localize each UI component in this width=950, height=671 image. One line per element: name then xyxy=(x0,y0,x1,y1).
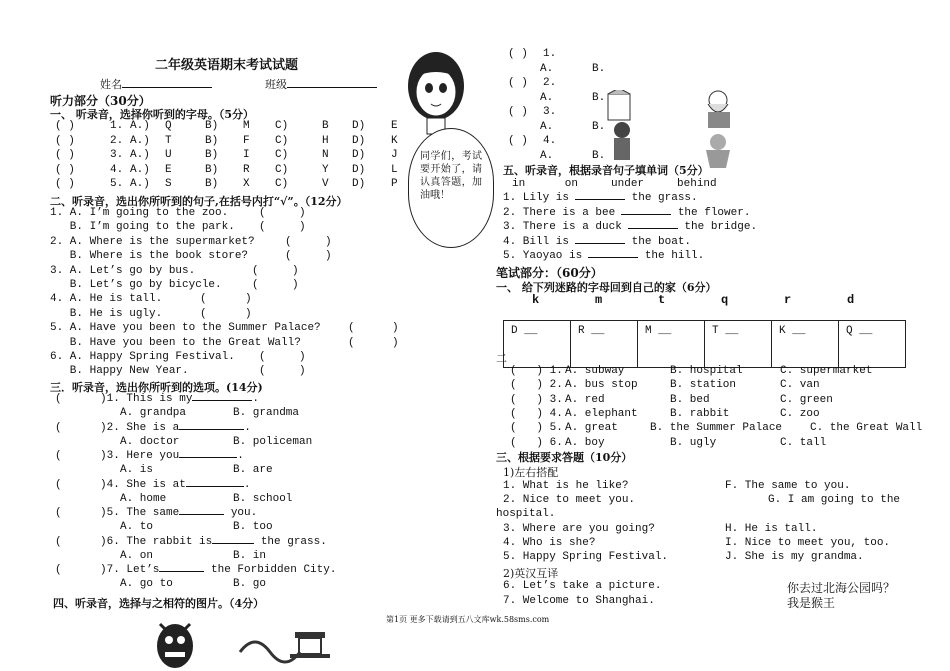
s5-sentence xyxy=(503,236,691,248)
answer-bracket[interactable]: ( xyxy=(55,535,62,548)
option-b-label: B) xyxy=(205,149,219,161)
s2-sentence: 3. A. Let’s go by bus. xyxy=(50,264,196,277)
letter-home-table xyxy=(503,320,906,368)
s5-sentence xyxy=(503,192,698,204)
check-bracket-open[interactable]: ( xyxy=(285,235,292,248)
option-a: A. is xyxy=(120,464,154,476)
dragon-temple-picture xyxy=(235,622,335,668)
option-b-label: B) xyxy=(205,134,219,147)
lost-letter[interactable]: r xyxy=(784,293,792,307)
s5-sentence-start: 5. Yaoyao is xyxy=(503,250,583,262)
s5-sentence xyxy=(503,221,757,233)
check-bracket-close[interactable]: ) xyxy=(299,207,306,219)
answer-bracket[interactable]: ( ) 3. xyxy=(510,393,563,406)
check-bracket-open[interactable]: ( xyxy=(252,279,259,291)
s3-question xyxy=(55,564,336,576)
question-text: )2. She is a xyxy=(100,421,180,434)
s3-title: 三．听录音，选出你所听到的选项。(14分) xyxy=(50,381,263,394)
s3-question xyxy=(55,536,327,548)
w2-title-fragment: 二 xyxy=(496,352,507,365)
option-b: F xyxy=(243,134,250,147)
question-end: the Forbidden City. xyxy=(204,564,337,576)
option-b-label: B) xyxy=(205,120,219,132)
option-b: B. rabbit xyxy=(670,407,730,420)
option-a-label: A. xyxy=(540,92,554,104)
option-c: C. supermarket xyxy=(780,365,873,377)
match-left-item: 2. Nice to meet you. xyxy=(503,494,636,506)
s5-sentence-start: 2. There is a bee xyxy=(503,206,616,219)
lost-letter[interactable]: d xyxy=(847,293,855,307)
match-left-item: 1. What is he like? xyxy=(503,480,629,492)
option-b: B. ugly xyxy=(670,436,717,449)
option-a: A. subway xyxy=(565,365,625,377)
option-b: B. are xyxy=(233,464,273,476)
s5-sentence-end: the boat. xyxy=(625,235,692,248)
option-a: Q xyxy=(165,120,172,132)
option-d-label: D) xyxy=(352,120,366,132)
option-b: B. the Summer Palace xyxy=(650,422,783,435)
blank[interactable] xyxy=(192,400,252,401)
option-d-label: D) xyxy=(352,163,366,176)
check-bracket-close[interactable]: ) xyxy=(299,365,306,378)
option-b-label: B. xyxy=(592,121,606,133)
question-number: 3. xyxy=(110,149,124,161)
blank[interactable] xyxy=(575,199,625,200)
option-d: P xyxy=(391,178,398,190)
w3-right-g: G. I am going to the xyxy=(768,494,901,506)
option-a: A. red xyxy=(565,393,605,406)
option-c: N xyxy=(322,149,329,161)
answer-bracket[interactable]: ( ) xyxy=(55,163,75,176)
s2-sentence: B. He is ugly. xyxy=(50,307,163,320)
s2-sentence: B. Have you been to the Great Wall? xyxy=(50,336,301,349)
answer-bracket[interactable]: ( ) 2. xyxy=(510,379,563,392)
blank[interactable] xyxy=(628,228,678,229)
option-b: B. in xyxy=(233,549,267,562)
option-c: H xyxy=(322,134,329,147)
question-text: )3. Here you xyxy=(100,450,180,462)
s2-sentence: 1. A. I’m going to the zoo. xyxy=(50,207,229,219)
w3-sub1: 1)左右搭配 xyxy=(503,466,559,479)
option-c-label: C) xyxy=(275,149,289,161)
option-a: A. on xyxy=(120,549,154,562)
option-c-label: C) xyxy=(275,163,289,176)
question-number: 2. xyxy=(110,134,124,147)
answer-bracket[interactable]: ( ) xyxy=(55,120,75,132)
option-b: B. bed xyxy=(670,393,710,406)
option-a-label: A. xyxy=(540,63,554,75)
option-a: A. elephant xyxy=(565,407,638,420)
option-c-label: C) xyxy=(275,120,289,132)
s5-sentence-start: 4. Bill is xyxy=(503,235,570,248)
s2-sentence: B. Happy New Year. xyxy=(50,365,189,378)
page-title: 二年级英语期末考试试题 xyxy=(155,58,299,73)
w3-right-f: F. The same to you. xyxy=(725,480,851,492)
s2-sentence: 2. A. Where is the supermarket? xyxy=(50,235,255,248)
option-a: A. great xyxy=(565,422,618,435)
question-text: )5. The same xyxy=(100,507,180,519)
question-number: 1. xyxy=(543,48,557,60)
answer-bracket[interactable]: ( xyxy=(55,450,62,462)
option-a-label: A.) xyxy=(130,163,150,176)
check-bracket-open[interactable]: ( xyxy=(259,351,266,363)
answer-bracket[interactable]: ( ) xyxy=(508,135,528,147)
match-left-item: hospital. xyxy=(496,508,556,520)
option-c: Y xyxy=(322,163,329,176)
option-a-label: A.) xyxy=(130,178,150,190)
s2-title: 二、听录音，选出你所听到的句子,在括号内打“√”。（12分） xyxy=(50,195,348,208)
match-left-item: 5. Happy Spring Festival. xyxy=(503,551,669,563)
name-field[interactable] xyxy=(100,76,212,92)
section4-pictures xyxy=(600,90,740,170)
blank[interactable] xyxy=(179,457,237,458)
answer-bracket[interactable]: ( ) 5. xyxy=(510,422,563,435)
check-bracket-close[interactable]: ) xyxy=(392,336,399,349)
check-bracket-close[interactable]: ) xyxy=(299,221,306,234)
option-b-label: B) xyxy=(205,178,219,190)
option-d-label: D) xyxy=(352,149,366,161)
match-left-item: 3. Where are you going? xyxy=(503,523,655,535)
w3-l6: 6. Let’s take a picture. xyxy=(503,580,662,592)
class-field[interactable] xyxy=(265,76,377,92)
w3-r7: 我是猴王 xyxy=(787,596,836,610)
option-a: A. to xyxy=(120,521,154,533)
option-b: B. grandma xyxy=(233,407,300,419)
check-bracket-close[interactable]: ) xyxy=(299,351,306,363)
answer-bracket[interactable]: ( xyxy=(55,421,62,434)
option-c: V xyxy=(322,178,329,190)
check-bracket-open[interactable]: ( xyxy=(259,221,266,234)
question-number: 4. xyxy=(110,163,124,176)
answer-bracket[interactable]: ( ) xyxy=(55,149,75,161)
option-d-label: D) xyxy=(352,134,366,147)
name-label: 姓名 xyxy=(100,78,122,91)
answer-bracket[interactable]: ( ) xyxy=(55,134,75,147)
check-bracket-close[interactable]: ) xyxy=(325,250,332,263)
s5-sentence-start: 1. Lily is xyxy=(503,192,570,204)
w3-right-i: I. Nice to meet you, too. xyxy=(725,537,891,549)
letter-home-cell[interactable]: Q __ xyxy=(839,321,906,368)
lost-letter[interactable]: k xyxy=(532,293,540,307)
option-b-label: B. xyxy=(592,63,606,75)
s2-sentence: 4. A. He is tall. xyxy=(50,293,163,306)
option-a: U xyxy=(165,149,172,161)
option-c: C. zoo xyxy=(780,407,820,420)
option-b: B. go xyxy=(233,578,267,590)
question-end: the grass. xyxy=(254,535,327,548)
answer-bracket[interactable]: ( xyxy=(55,564,62,576)
option-d: E xyxy=(391,120,398,132)
listening-header: 听力部分（30分） xyxy=(50,94,151,108)
question-number: 1. xyxy=(110,120,124,132)
answer-bracket[interactable]: ( ) xyxy=(55,178,75,190)
s5-sentence-end: the grass. xyxy=(625,192,698,204)
footer: 第1页 更多下载请到五八文库wk.58sms.com xyxy=(386,615,550,624)
option-a: A. boy xyxy=(565,436,605,449)
s5-sentence-end: the flower. xyxy=(671,206,751,219)
question-number: 2. xyxy=(543,77,557,89)
letter-home-cell[interactable]: M __ xyxy=(638,321,705,368)
check-bracket-close[interactable]: ) xyxy=(292,264,299,277)
s5-title: 五、听录音，根据录音句子填单词（5分） xyxy=(503,164,709,177)
question-end: . xyxy=(237,450,244,462)
option-b: R xyxy=(243,163,250,176)
check-bracket-close[interactable]: ) xyxy=(245,307,252,320)
option-b: B. school xyxy=(233,492,293,505)
option-d-label: D) xyxy=(352,178,366,190)
answer-bracket[interactable]: ( xyxy=(55,478,62,491)
answer-bracket[interactable]: ( ) xyxy=(508,48,528,60)
s5-sentence-end: the hill. xyxy=(638,250,705,262)
question-text: )7. Let’s xyxy=(100,564,160,576)
option-b: B. hospital xyxy=(670,365,743,377)
letter-home-cell[interactable]: R __ xyxy=(571,321,638,368)
check-bracket-close[interactable]: ) xyxy=(245,293,252,306)
question-number: 5. xyxy=(110,178,124,190)
check-bracket-open[interactable]: ( xyxy=(252,264,259,277)
option-b-label: B) xyxy=(205,163,219,176)
option-a: A. go to xyxy=(120,578,173,590)
option-b: B. policeman xyxy=(233,435,313,448)
check-bracket-close[interactable]: ) xyxy=(292,279,299,291)
lost-letter[interactable]: q xyxy=(721,293,729,307)
blank[interactable] xyxy=(575,243,625,244)
blank[interactable] xyxy=(186,486,244,487)
option-a: A. bus stop xyxy=(565,379,638,392)
check-bracket-close[interactable]: ) xyxy=(392,322,399,335)
w3-r6: 你去过北海公园吗？ xyxy=(787,581,896,595)
option-c-label: C) xyxy=(275,178,289,190)
lost-letter[interactable]: t xyxy=(658,293,666,307)
question-text: )6. The rabbit is xyxy=(100,535,213,548)
question-end: . xyxy=(252,393,260,405)
s2-sentence: B. Let’s go by bicycle. xyxy=(50,279,222,291)
option-b: B. too xyxy=(233,521,273,533)
w1-title: 一、 给下列迷路的字母回到自己的家（6分） xyxy=(496,281,717,294)
check-bracket-open[interactable]: ( xyxy=(200,307,207,320)
answer-bracket[interactable]: ( ) 6. xyxy=(510,436,563,449)
check-bracket-open[interactable]: ( xyxy=(259,365,266,378)
blank[interactable] xyxy=(179,514,224,515)
question-end: . xyxy=(244,421,251,434)
check-bracket-open[interactable]: ( xyxy=(348,322,355,335)
option-c-label: C) xyxy=(275,134,289,147)
w3-title: 三、根据要求答题（10分） xyxy=(496,451,633,464)
check-bracket-open[interactable]: ( xyxy=(200,293,207,306)
question-text: )4. She is at xyxy=(100,478,186,491)
question-end: you. xyxy=(224,507,258,519)
option-b: M xyxy=(243,120,250,132)
option-a-label: A.) xyxy=(130,134,150,147)
question-number: 3. xyxy=(543,106,557,118)
w3-l7: 7. Welcome to Shanghai. xyxy=(503,595,655,607)
option-b-label: B. xyxy=(592,92,606,104)
answer-bracket[interactable]: ( ) 1. xyxy=(510,365,563,377)
s3-question xyxy=(55,450,244,462)
s3-question xyxy=(55,422,251,434)
option-a-label: A.) xyxy=(130,149,150,161)
option-d: L xyxy=(391,163,398,176)
w3-right-h: H. He is tall. xyxy=(725,523,818,535)
question-end: . xyxy=(243,478,251,491)
option-b: I xyxy=(243,149,250,161)
letter-home-cell[interactable]: T __ xyxy=(705,321,772,368)
answer-bracket[interactable]: ( xyxy=(55,393,62,405)
s5-word-bank: in on under behind xyxy=(512,178,717,190)
check-bracket-open[interactable]: ( xyxy=(259,207,266,219)
option-d: K xyxy=(391,134,398,147)
option-c: B xyxy=(322,120,329,132)
s4-title: 四、听录音，选择与之相符的图片。（4分） xyxy=(53,597,265,610)
answer-bracket[interactable]: ( ) xyxy=(508,77,528,89)
s1-title: 一、 听录音，选择你听到的字母。（5分） xyxy=(50,108,254,121)
option-a: A. grandpa xyxy=(120,407,187,419)
check-bracket-close[interactable]: ) xyxy=(325,235,332,248)
answer-bracket[interactable]: ( ) 4. xyxy=(510,407,563,420)
option-c: C. van xyxy=(780,379,820,392)
w3-right-j: J. She is my grandma. xyxy=(725,551,864,563)
blank[interactable] xyxy=(179,429,244,430)
option-c: C. green xyxy=(780,393,833,406)
girl-cartoon xyxy=(405,46,467,136)
option-a: S xyxy=(165,178,172,190)
option-a-label: A.) xyxy=(130,120,150,132)
option-a: T xyxy=(165,134,172,147)
option-b-label: B. xyxy=(592,150,606,162)
blank[interactable] xyxy=(621,214,671,215)
s3-question xyxy=(55,479,250,491)
option-d: J xyxy=(391,149,398,161)
s5-sentence-start: 3. There is a duck xyxy=(503,221,622,233)
match-left-item: 4. Who is she? xyxy=(503,537,596,549)
s5-sentence xyxy=(503,250,704,262)
letter-home-cell[interactable]: K __ xyxy=(772,321,839,368)
s2-sentence: B. I’m going to the park. xyxy=(50,221,235,234)
monster-picture xyxy=(150,612,200,670)
option-c: C. tall xyxy=(780,436,827,449)
option-b: X xyxy=(243,178,250,190)
s2-sentence: B. Where is the book store? xyxy=(50,250,249,263)
option-b: B. station xyxy=(670,379,737,392)
w3-sub2: 2)英汉互译 xyxy=(503,567,559,580)
question-text: )1. This is my xyxy=(100,393,193,405)
blank[interactable] xyxy=(588,257,638,258)
answer-bracket[interactable]: ( ) xyxy=(508,106,528,118)
lost-letter[interactable]: m xyxy=(595,293,603,307)
check-bracket-open[interactable]: ( xyxy=(285,250,292,263)
blank[interactable] xyxy=(212,543,254,544)
s3-question xyxy=(55,393,259,405)
s2-sentence: 6. A. Happy Spring Festival. xyxy=(50,351,235,363)
option-a: E xyxy=(165,163,172,176)
written-header: 笔试部分：（60分） xyxy=(496,266,603,280)
class-label: 班级 xyxy=(265,78,287,91)
answer-bracket[interactable]: ( xyxy=(55,507,62,519)
question-number: 4. xyxy=(543,135,557,147)
s5-sentence xyxy=(503,207,750,219)
option-a: A. home xyxy=(120,492,167,505)
blank[interactable] xyxy=(159,571,204,572)
option-a: A. doctor xyxy=(120,435,180,448)
s2-sentence: 5. A. Have you been to the Summer Palace? xyxy=(50,322,321,335)
bubble-text: 同学们，考试要开始了，请认真答题，加油哦！ xyxy=(420,151,482,201)
s3-question xyxy=(55,507,257,519)
option-a-label: A. xyxy=(540,121,554,133)
option-c: C. the Great Wall xyxy=(810,422,923,435)
check-bracket-open[interactable]: ( xyxy=(348,336,355,349)
s5-sentence-end: the bridge. xyxy=(677,221,758,233)
letter-home-cell[interactable]: D __ xyxy=(504,321,571,368)
option-a-label: A. xyxy=(540,150,554,162)
